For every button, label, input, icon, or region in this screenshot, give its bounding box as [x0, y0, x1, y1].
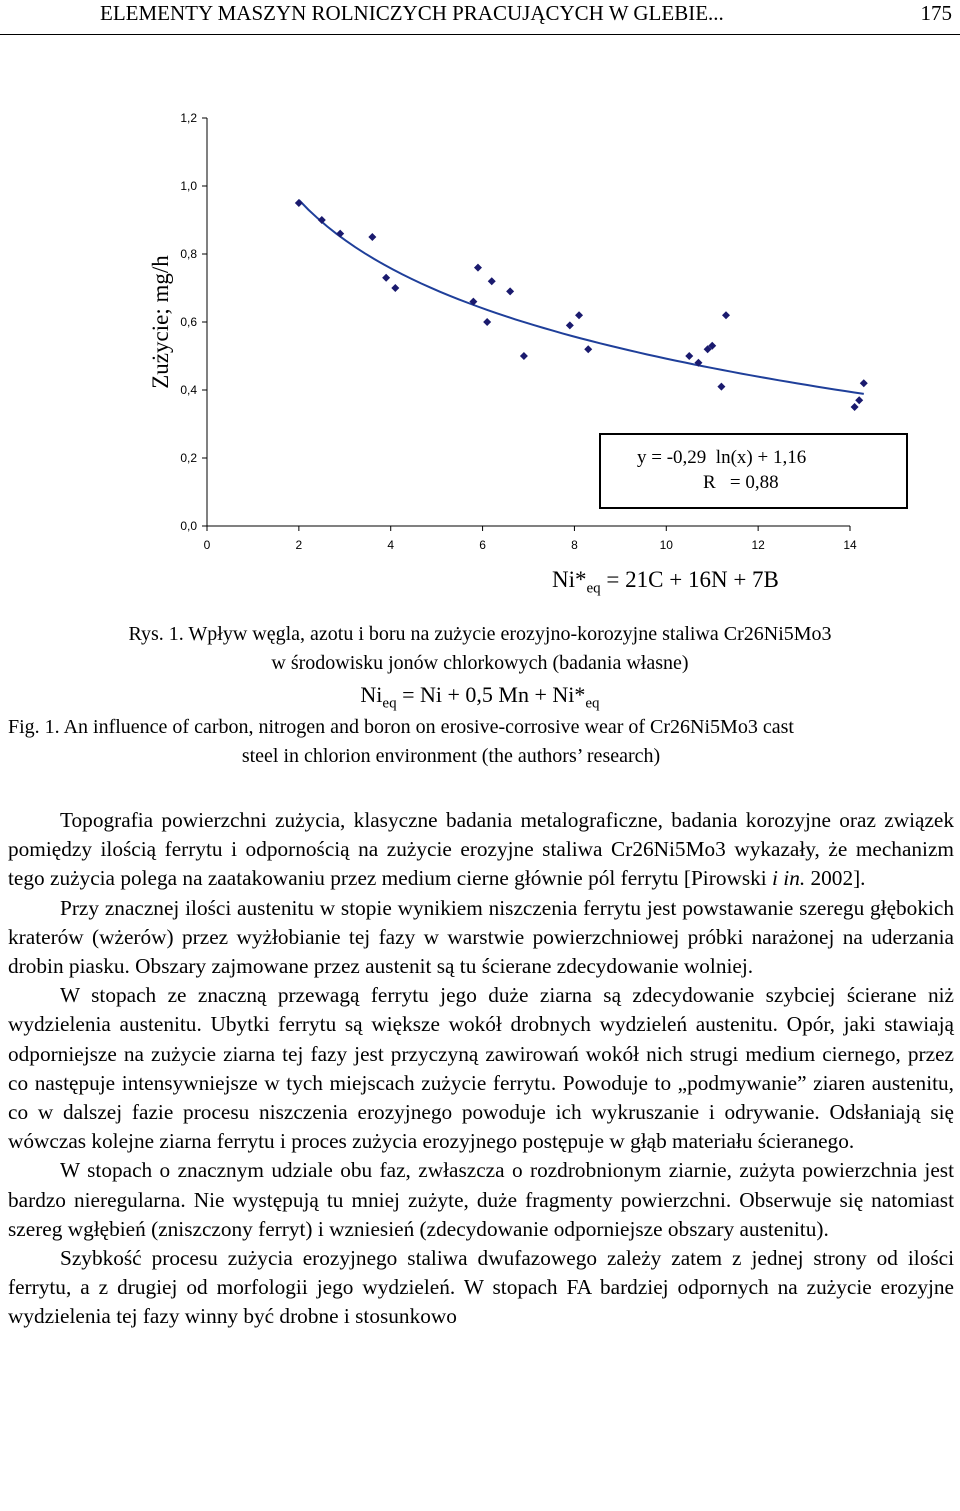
caption-pl-line1: Rys. 1. Wpływ węgla, azotu i boru na zużycie erozyjno-korozyjne staliwa Cr26Ni5Mo3 — [128, 623, 832, 645]
caption-en-line1: Fig. 1. An influence of carbon, nitrogen and boron on erosive-corrosive wear of Cr26Ni5Mo3 cast — [8, 716, 794, 738]
data-point — [368, 233, 376, 241]
data-point — [318, 216, 326, 224]
x-tick-label: 8 — [571, 538, 578, 552]
data-point — [860, 379, 868, 387]
regression-legend — [600, 434, 907, 508]
regression-equation: y = -0,29 ln(x) + 1,16 — [637, 447, 807, 468]
running-title: ELEMENTY MASZYN ROLNICZYCH PRACUJĄCYCH W GLEBIE... — [100, 1, 724, 25]
x-tick-label: 6 — [479, 538, 486, 552]
caption-en-line2: steel in chlorion environment (the authors’ research) — [241, 745, 661, 767]
regression-r-value: R = 0,88 — [703, 472, 779, 493]
y-tick-label: 1,2 — [180, 111, 197, 125]
data-point — [391, 284, 399, 292]
caption-pl-line2: w środowisku jonów chlorkowych (badania własne) — [271, 652, 689, 674]
paragraph-3: W stopach ze znaczną przewagą ferrytu jego duże ziarna są zdecydowanie szybciej ścierane niż wydzielenia austenitu. Ubytki ferrytu są większe wokół drobnych wydzieleń austenitu. Opór, jaki stawiają odporniejsze na zużycie ziarna tej fazy jest przyczyną zawirowań wokół nich strugi medium ciernego, przez co następuje intensywniejsze w tych miejscach zużycie ferrytu. Powoduje to „podmywanie” ziaren austenitu, co w dalszej fazie procesu niszczenia erozyjnego powoduje ich wykruszanie i odrywanie. Odsłaniają się wówczas kolejne ziarna ferrytu i proces zużycia erozyjnego postępuje w głąb materiału ścieranego. — [8, 983, 954, 1154]
paragraph-5: Szybkość procesu zużycia erozyjnego staliwa dwufazowego zależy zatem z jednej strony od ilości ferrytu, a z drugiej od morfologii jego wydzieleń. W stopach FA bardziej odpornych na zużycie erozyjne wydzielenia tej fazy winny być drobne i stosunkowo — [8, 1246, 954, 1329]
y-tick-label: 0,2 — [180, 451, 197, 465]
data-point — [488, 277, 496, 285]
trendline — [299, 200, 864, 394]
y-tick-label: 0,0 — [180, 519, 197, 533]
data-point — [336, 230, 344, 238]
y-tick-label: 0,4 — [180, 383, 197, 397]
data-point — [855, 396, 863, 404]
formula-rest: = 21C + 16N + 7B — [600, 567, 779, 592]
x-tick-label: 10 — [659, 538, 673, 552]
formula-main: Ni* — [552, 567, 587, 592]
eq-b: = Ni + 0,5 Mn + Ni* — [396, 682, 586, 707]
data-point — [851, 403, 859, 411]
data-points — [295, 199, 868, 411]
y-tick-label: 0,8 — [180, 247, 197, 261]
data-point — [717, 383, 725, 391]
paragraph-2: Przy znacznej ilości austenitu w stopie wynikiem niszczenia ferrytu jest powstawanie szeregu głębokich kraterów (wżerów) przez wyżłobianie tej fazy w warstwie powierzchniowej próbki narażonej na uderzania drobin piasku. Obszary zajmowane przez austenit są tu ścierane zdecydowanie wolniej. — [8, 895, 954, 979]
equivalent-equation — [0, 682, 960, 712]
eq-a-sub: eq — [382, 695, 397, 712]
data-point — [382, 274, 390, 282]
x-tick-label: 4 — [387, 538, 395, 552]
data-point — [584, 345, 592, 353]
body-text — [8, 806, 954, 1332]
caption-en — [8, 713, 954, 771]
eq-a: Ni — [360, 682, 383, 707]
y-tick-label: 0,6 — [180, 315, 197, 329]
page-number: 175 — [920, 1, 952, 25]
paragraph-1-italic: i in. — [772, 866, 806, 891]
x-tick-label: 12 — [751, 538, 765, 552]
wear-chart — [0, 95, 960, 560]
paragraph-4: W stopach o znacznym udziale obu faz, zwłaszcza o rozdrobnionym ziarnie, zużyta powierzchnia jest bardzo nieregularna. Nie występują tu mniej zużyte, duże fragmenty powierzchni. Obserwuje się natomiast szereg wgłębień (zniszczony ferryt) i wzniesień (zdecydowanie odporniejsze obszary austenitu). — [8, 1158, 954, 1241]
data-point — [575, 311, 583, 319]
running-header — [0, 0, 960, 35]
x-tick-label: 2 — [295, 538, 303, 552]
x-tick-label: 14 — [843, 538, 857, 552]
formula-sub: eq — [586, 580, 601, 597]
x-axis-formula — [552, 567, 779, 598]
data-point — [474, 264, 482, 272]
x-tick-label: 0 — [203, 538, 211, 552]
y-axis-label: Zużycie; mg/h — [148, 255, 173, 389]
data-point — [722, 311, 730, 319]
eq-b-sub: eq — [585, 695, 600, 712]
paragraph-1 — [8, 806, 954, 894]
data-point — [685, 352, 693, 360]
data-point — [566, 321, 574, 329]
data-point — [520, 352, 528, 360]
data-point — [483, 318, 491, 326]
data-point — [506, 287, 514, 295]
data-point — [295, 199, 303, 207]
paragraph-1-end: 2002]. — [805, 866, 866, 891]
paragraph-1-text: Topografia powierzchni zużycia, klasyczne badania metalograficzne, badania korozyjne oraz związek pomiędzy ilością ferrytu i odpornością na zużycie erozyjne staliwa Cr26Ni5Mo3 wykazały, że mechanizm tego zużycia polega na zaatakowaniu przez medium cierne głównie pól ferrytu [Pirowski — [8, 808, 954, 891]
y-tick-label: 1,0 — [180, 179, 197, 193]
